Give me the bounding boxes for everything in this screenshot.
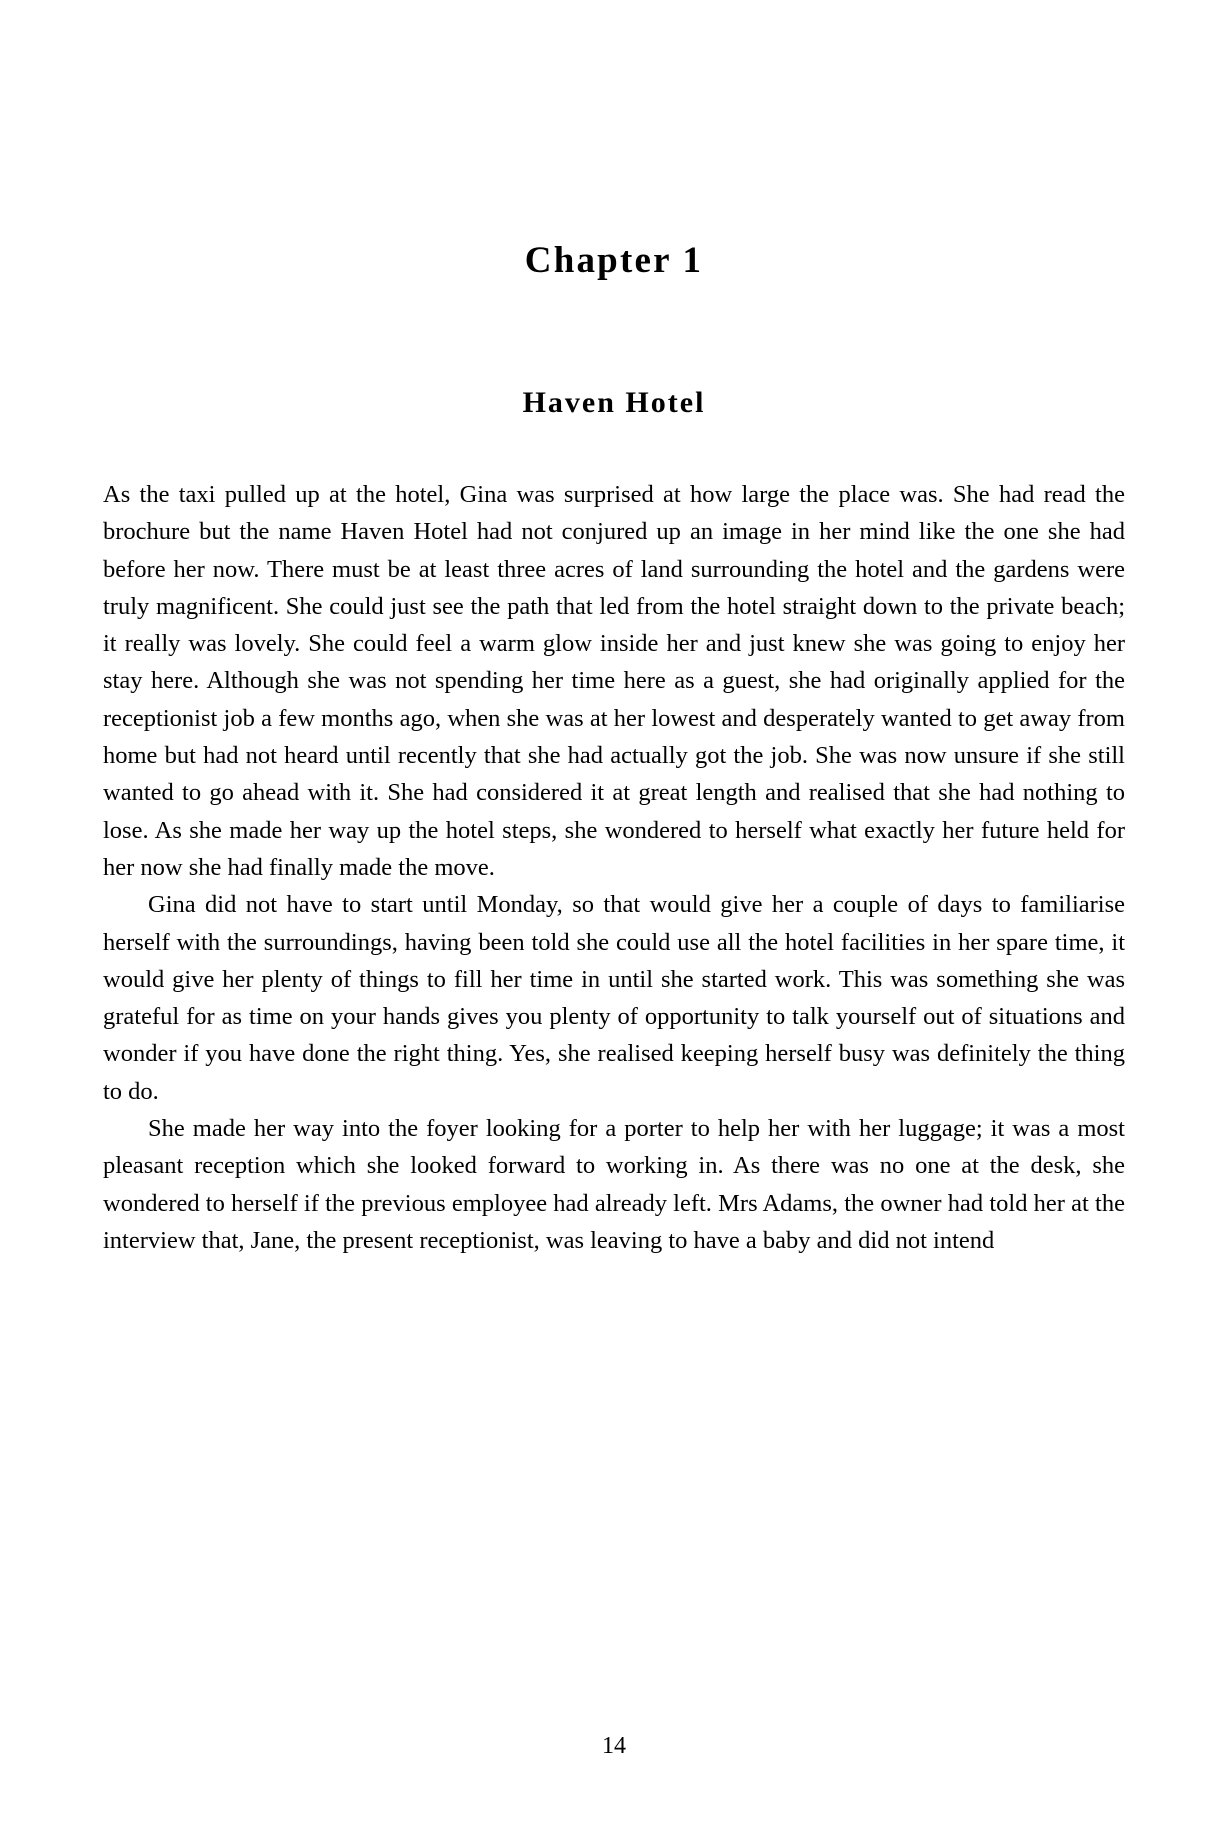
paragraph: Gina did not have to start until Monday, so that would give her a couple of days to familiarise herself with the surroundings, having been told she could use all the hotel facilities in her spare time, it would give her plenty of things to fill her time in until she started work. This was something she was grateful for as time on your hands gives you plenty of opportunity to talk yourself out of situations and wonder if you have done the right thing. Yes, she realised keeping herself busy was definitely the thing to do. xyxy=(103,891,1125,1105)
paragraph: She made her way into the foyer looking for a porter to help her with her luggage; it was a most pleasant reception which she looked forward to working in. As there was no one at the desk, she wondered to herself if the previous employee had already left. Mrs Adams, the owner had told her at the interview that, Jane, the present receptionist, was leaving to have a baby and did not intend xyxy=(103,1115,1125,1254)
page-number: 14 xyxy=(602,1733,626,1759)
body-text xyxy=(103,476,1125,1259)
section-title: Haven Hotel xyxy=(522,386,706,419)
paragraph: As the taxi pulled up at the hotel, Gina was surprised at how large the place was. She had read the brochure but the name Haven Hotel had not conjured up an image in her mind like the one she had before her now. There must be at least three acres of land surrounding the hotel and the gardens were truly magnificent. She could just see the path that led from the hotel straight down to the private beach; it really was lovely. She could feel a warm glow inside her and just knew she was going to enjoy her stay here. Although she was not spending her time here as a guest, she had originally applied for the receptionist job a few months ago, when she was at her lowest and desperately wanted to get away from home but had not heard until recently that she had actually got the job. She was now unsure if she still wanted to go ahead with it. She had considered it at great length and realised that she had nothing to lose. As she made her way up the hotel steps, she wondered to herself what exactly her future held for her now she had finally made the move. xyxy=(103,481,1125,881)
chapter-title: Chapter 1 xyxy=(524,240,704,281)
